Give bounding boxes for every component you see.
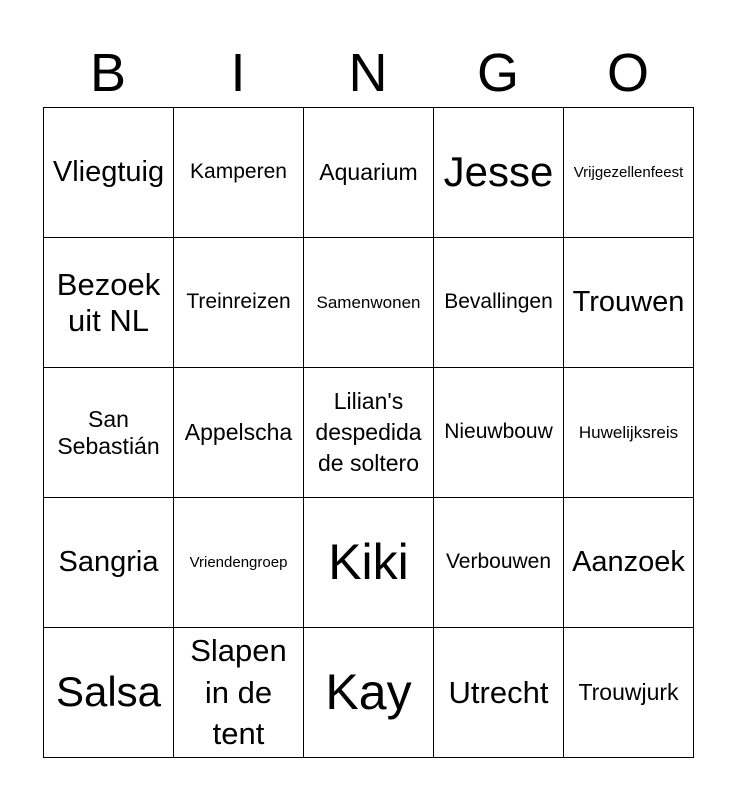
bingo-cell-r2c4[interactable]: Bevallingen	[434, 238, 564, 368]
bingo-cell-r5c1[interactable]: Salsa	[44, 628, 174, 758]
bingo-cell-r3c5[interactable]: Huwelijksreis	[564, 368, 694, 498]
header-letter-i: I	[230, 43, 246, 103]
bingo-cell-r5c4[interactable]: Utrecht	[434, 628, 564, 758]
bingo-cell-r5c2[interactable]: Slapen in de tent	[174, 628, 304, 758]
bingo-cell-r3c1[interactable]: San Sebastián	[44, 368, 174, 498]
bingo-cell-r1c4[interactable]: Jesse	[434, 108, 564, 238]
bingo-cell-r1c3[interactable]: Aquarium	[304, 108, 434, 238]
bingo-cell-r3c2[interactable]: Appelscha	[174, 368, 304, 498]
bingo-cell-r2c5[interactable]: Trouwen	[564, 238, 694, 368]
bingo-cell-r2c2[interactable]: Treinreizen	[174, 238, 304, 368]
header-letter-o: O	[606, 43, 649, 103]
bingo-cell-r5c3[interactable]: Kay	[304, 628, 434, 758]
bingo-cell-r4c5[interactable]: Aanzoek	[564, 498, 694, 628]
bingo-cell-r4c1[interactable]: Sangria	[44, 498, 174, 628]
bingo-board	[43, 107, 694, 758]
bingo-header	[43, 40, 693, 106]
bingo-cell-r4c3[interactable]: Kiki	[304, 498, 434, 628]
bingo-cell-r1c2[interactable]: Kamperen	[174, 108, 304, 238]
header-letter-n: N	[348, 43, 388, 103]
bingo-cell-r3c3[interactable]: Lilian's despedida de soltero	[304, 368, 434, 498]
bingo-cell-r4c4[interactable]: Verbouwen	[434, 498, 564, 628]
bingo-cell-r1c5[interactable]: Vrijgezellenfeest	[564, 108, 694, 238]
bingo-cell-r2c3[interactable]: Samenwonen	[304, 238, 434, 368]
bingo-cell-r4c2[interactable]: Vriendengroep	[174, 498, 304, 628]
bingo-cell-r3c4[interactable]: Nieuwbouw	[434, 368, 564, 498]
bingo-cell-r5c5[interactable]: Trouwjurk	[564, 628, 694, 758]
header-letter-g: G	[476, 43, 519, 103]
header-letter-b: B	[89, 43, 127, 103]
bingo-cell-r2c1[interactable]: Bezoek uit NL	[44, 238, 174, 368]
bingo-cell-r1c1[interactable]: Vliegtuig	[44, 108, 174, 238]
